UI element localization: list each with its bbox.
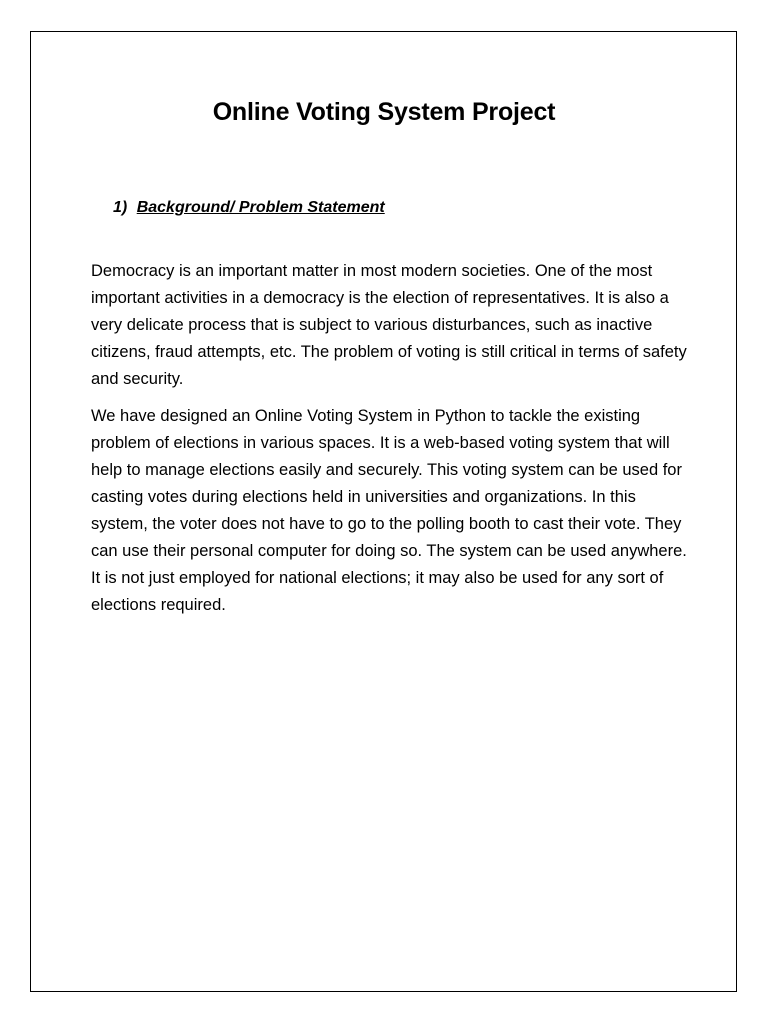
- paragraph-1: Democracy is an important matter in most modern societies. One of the most important activities in a democracy is the election of representatives. It is also a very delicate process that is subject to various disturbances, such as inactive citizens, fraud attempts, etc. The problem of voting is still critical in terms of safety and security.: [91, 262, 687, 388]
- section-heading-label: Background/ Problem Statement: [136, 199, 385, 216]
- document-title: Online Voting System Project: [212, 98, 556, 126]
- section-heading: [113, 197, 385, 219]
- section-number: 1): [113, 199, 128, 216]
- paragraph-2: We have designed an Online Voting System in Python to tackle the existing problem of elections in various spaces. It is a web-based voting system that will help to manage elections easily and securely. This voting system can be used for casting votes during elections held in universities and organizations. In this system, the voter does not have to go to the polling booth to cast their vote. They can use their personal computer for doing so. The system can be used anywhere. It is not just employed for national elections; it may also be used for any sort of elections required.: [91, 407, 687, 614]
